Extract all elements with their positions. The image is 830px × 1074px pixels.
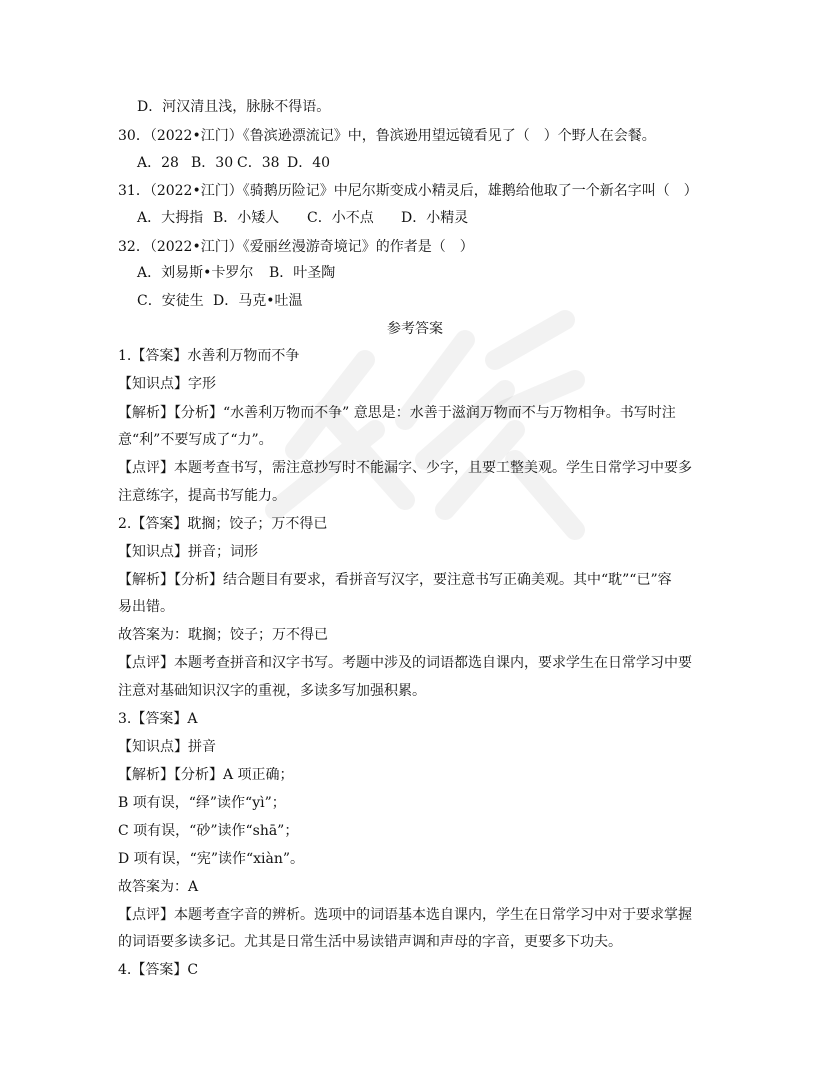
- q30-options: [137, 153, 737, 173]
- a3-final: 故答案为：A: [118, 879, 199, 895]
- a3-answer: 3.【答案】A: [118, 711, 198, 727]
- q32-options-row2: [137, 291, 737, 311]
- q31-option-a: A．大拇指: [137, 210, 204, 226]
- q32-option-d: D．马克•吐温: [213, 293, 303, 309]
- q30-option-d: D．40: [287, 155, 331, 171]
- a1-answer: 1.【答案】水善利万物而不争: [118, 348, 300, 364]
- q29-option-d: D．河汉清且浅，脉脉不得语。: [137, 99, 331, 115]
- q31-option-d: D．小精灵: [401, 210, 469, 226]
- q31-option-b: B．小矮人: [213, 210, 280, 226]
- a2-answer: 2.【答案】耽搁；饺子；万不得已: [118, 516, 328, 532]
- a1-knowledge: 【知识点】字形: [118, 376, 216, 392]
- a2-comment-2: 注意对基础知识汉字的重视，多读多写加强积累。: [118, 683, 426, 699]
- a3-analysis-1: 【解析】【分析】A 项正确；: [118, 767, 294, 783]
- a3-comment-2: 的词语要多读多记。尤其是日常生活中易读错声调和声母的字音，更要多下功夫。: [118, 934, 622, 950]
- a1-analysis-2: 意“利”不要写成了“力”。: [118, 432, 273, 448]
- q31-option-c: C．小不点: [307, 210, 374, 226]
- a2-analysis-1: 【解析】【分析】结合题目有要求，看拼音写汉字，要注意书写正确美观。其中“耽”“已”容: [118, 572, 672, 588]
- q32-option-a: A．刘易斯•卡罗尔: [137, 265, 254, 281]
- a3-line-c: C 项有误，“砂”读作“shā”；: [118, 823, 299, 839]
- a3-comment-1: 【点评】本题考查字音的辨析。选项中的词语基本选自课内，学生在日常学习中对于要求掌握: [118, 907, 692, 923]
- a4-answer: 4.【答案】C: [118, 962, 199, 978]
- q30-stem: 30．（2022•江门）《鲁滨逊漂流记》中，鲁滨逊用望远镜看见了（ ）个野人在会餐。: [118, 128, 656, 144]
- q32-stem: 32．（2022•江门）《爱丽丝漫游奇境记》的作者是（ ）: [118, 239, 474, 255]
- a1-analysis-1: 【解析】【分析】“水善利万物而不争” 意思是：水善于滋润万物而不与万物相争。书写时注: [118, 405, 676, 421]
- q32-options-row1: [137, 263, 737, 283]
- q31-options: [137, 208, 737, 228]
- a3-knowledge: 【知识点】拼音: [118, 739, 216, 755]
- a2-final: 故答案为：耽搁；饺子；万不得已: [118, 627, 328, 643]
- q31-stem: 31．（2022•江门）《骑鹅历险记》中尼尔斯变成小精灵后，雄鹅给他取了一个新名字叫（ ）: [118, 183, 698, 199]
- a2-comment-1: 【点评】本题考查拼音和汉字书写。考题中涉及的词语都选自课内，要求学生在日常学习中要: [118, 655, 692, 671]
- a3-line-d: D 项有误，“宪”读作“xiàn”。: [118, 851, 305, 867]
- q32-option-c: C．安徒生: [137, 293, 204, 309]
- a2-knowledge: 【知识点】拼音；词形: [118, 544, 258, 560]
- answers-title: 参考答案: [387, 321, 443, 337]
- q30-option-a: A．28: [137, 155, 179, 171]
- a3-line-b: B 项有误，“绎”读作“yì”；: [118, 795, 286, 811]
- a2-analysis-2: 易出错。: [118, 599, 174, 615]
- a1-comment-2: 注意练字，提高书写能力。: [118, 488, 286, 504]
- q30-option-c: C．38: [237, 155, 280, 171]
- q32-option-b: B．叶圣陶: [269, 265, 336, 281]
- q30-option-b: B．30: [191, 155, 234, 171]
- a1-comment-1: 【点评】本题考查书写，需注意抄写时不能漏字、少字，且要工整美观。学生日常学习中要多: [118, 460, 692, 476]
